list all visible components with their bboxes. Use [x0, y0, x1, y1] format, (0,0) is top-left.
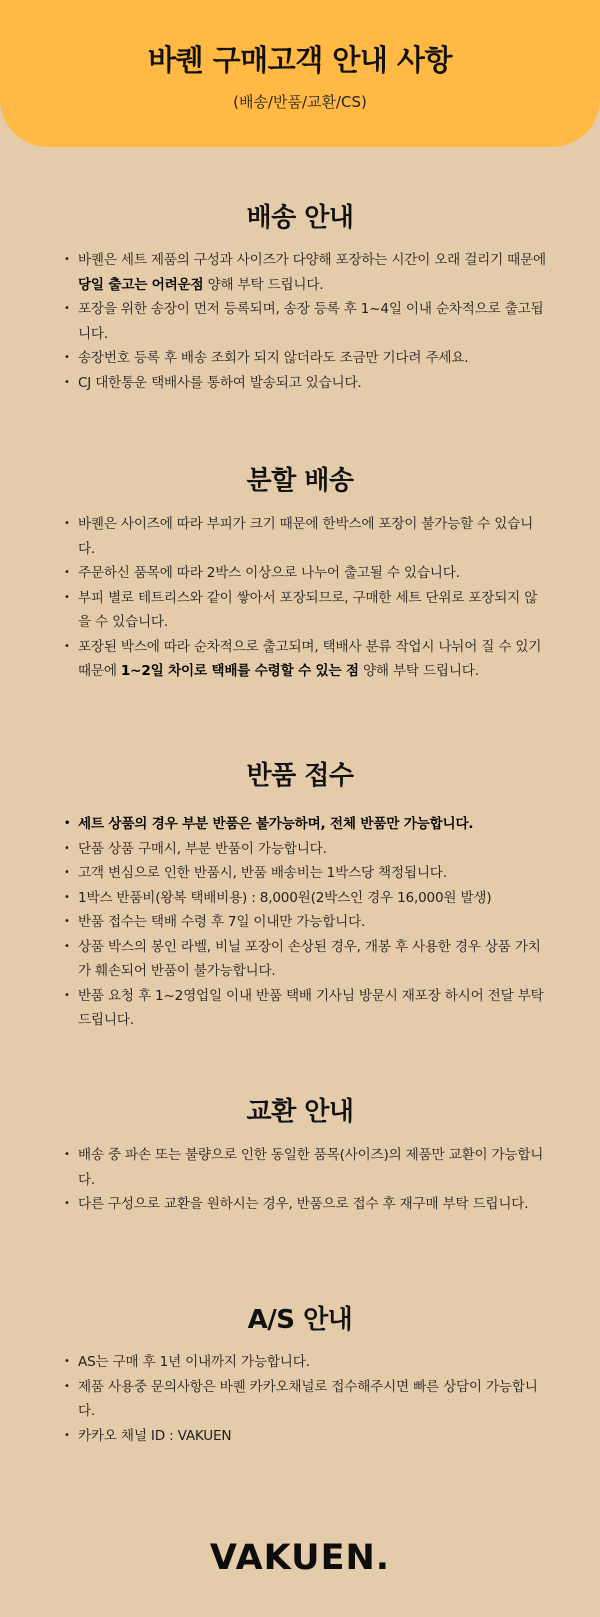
exchange-list — [64, 1143, 550, 1217]
item-text: 양해 부탁 드립니다. — [358, 663, 479, 679]
item-emphasis: 1~2일 차이로 택배를 수령할 수 있는 점 — [120, 663, 359, 679]
split-shipping-section — [0, 461, 600, 501]
list-item: • 상품 박스의 봉인 라벨, 비닐 포장이 손상된 경우, 개봉 후 사용한 경우 상품 가치가 훼손되어 반품이 불가능합니다. — [64, 935, 550, 984]
list-item: • 주문하신 품목에 따라 2박스 이상으로 나누어 출고될 수 있습니다. — [64, 561, 550, 586]
list-item: • AS는 구매 후 1년 이내까지 가능합니다. — [64, 1350, 550, 1375]
list-item: • 세트 상품의 경우 부분 반품은 불가능하며, 전체 반품만 가능합니다. — [64, 812, 550, 837]
exchange-section — [0, 1092, 600, 1132]
list-item: • 카카오 채널 ID : VAKUEN — [64, 1424, 550, 1449]
list-item: • 다른 구성으로 교환을 원하시는 경우, 반품으로 접수 후 재구매 부탁 드립니다. — [64, 1192, 550, 1217]
list-item: • 부피 별로 테트리스와 같이 쌓아서 포장되므로, 구매한 세트 단위로 포장되지 않을 수 있습니다. — [64, 586, 550, 635]
returns-section — [0, 756, 600, 796]
list-item: • 반품 요청 후 1~2영업일 이내 반품 택배 기사님 방문시 재포장 하시어 전달 부탁 드립니다. — [64, 984, 550, 1033]
page-subtitle: (배송/반품/교환/CS) — [233, 93, 367, 111]
split-shipping-list — [64, 512, 550, 684]
list-item: • 포장을 위한 송장이 먼저 등록되며, 송장 등록 후 1~4일 이내 순차적으로 출고됩니다. — [64, 297, 550, 346]
item-text: 바퀜은 세트 제품의 구성과 사이즈가 다양해 포장하는 시간이 오래 걸리기 때문에 — [78, 252, 546, 268]
header-banner — [0, 0, 600, 147]
list-item: • CJ 대한통운 택배사를 통하여 발송되고 있습니다. — [64, 371, 550, 396]
list-item: • 1박스 반품비(왕복 택배비용) : 8,000원(2박스인 경우 16,000원 발생) — [64, 886, 550, 911]
returns-title: 반품 접수 — [246, 761, 354, 791]
list-item — [64, 635, 550, 684]
list-item: • 배송 중 파손 또는 불량으로 인한 동일한 품목(사이즈)의 제품만 교환이 가능합니다. — [64, 1143, 550, 1192]
list-item: • 제품 사용중 문의사항은 바퀜 카카오채널로 접수해주시면 빠른 상담이 가능합니다. — [64, 1375, 550, 1424]
item-text: 양해 부탁 드립니다. — [203, 276, 324, 293]
list-item: • 고객 변심으로 인한 반품시, 반품 배송비는 1박스당 책정됩니다. — [64, 861, 550, 886]
exchange-title: 교환 안내 — [246, 1097, 354, 1127]
returns-list — [64, 812, 550, 1033]
list-item — [64, 248, 550, 297]
list-item: • 송장번호 등록 후 배송 조회가 되지 않더라도 조금만 기다려 주세요. — [64, 346, 550, 371]
as-list — [64, 1350, 550, 1448]
page-title: 바퀜 구매고객 안내 사항 — [148, 43, 452, 77]
brand-logo: VAKUEN. — [209, 1538, 391, 1578]
shipping-section — [0, 198, 600, 238]
list-item: • 바퀜은 사이즈에 따라 부피가 크기 때문에 한박스에 포장이 불가능할 수 있습니다. — [64, 512, 550, 561]
list-item: • 단품 상품 구매시, 부분 반품이 가능합니다. — [64, 837, 550, 862]
split-shipping-title: 분할 배송 — [246, 466, 354, 496]
shipping-list — [64, 248, 550, 395]
item-emphasis: 당일 출고는 어려운점 — [78, 276, 204, 293]
shipping-title: 배송 안내 — [246, 203, 354, 233]
as-section — [0, 1300, 600, 1340]
as-title: A/S 안내 — [247, 1305, 353, 1335]
item-text: 포장된 박스에 따라 순차적으로 출고되며, 택배사 분류 작업시 나뉘어 질 수 있기 때문에 — [78, 638, 542, 679]
list-item: • 반품 접수는 택배 수령 후 7일 이내만 가능합니다. — [64, 910, 550, 935]
